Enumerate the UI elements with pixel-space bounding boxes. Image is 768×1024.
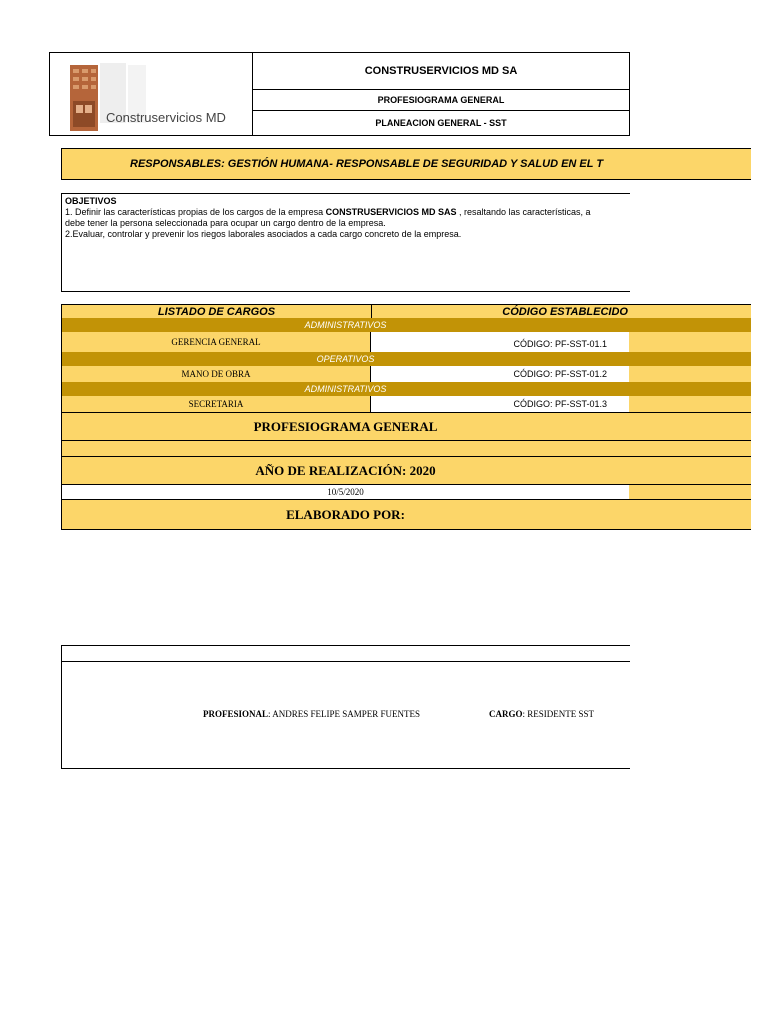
objetivo-2: 2.Evaluar, controlar y prevenir los riegos laborales asociados a cada cargo concreto de la empresa.	[65, 229, 462, 239]
cargo-value: : RESIDENTE SST	[522, 709, 595, 719]
profesional-label: PROFESIONAL	[203, 709, 269, 719]
codigo-cell	[371, 332, 629, 352]
group-label: ADMINISTRATIVOS	[61, 382, 751, 396]
objetivo-1-cont: debe tener la persona seleccionada para ocupar un cargo dentro de la empresa.	[65, 218, 386, 228]
profesiograma-title: PROFESIOGRAMA GENERAL	[61, 412, 751, 440]
cargo-cell: GERENCIA GENERAL	[61, 332, 371, 352]
responsables-banner: RESPONSABLES: GESTIÓN HUMANA- RESPONSABLE DE SEGURIDAD Y SALUD EN EL T	[61, 148, 751, 180]
objetivos-box	[61, 193, 630, 292]
company-name-inline: CONSTRUSERVICIOS MD SAS	[325, 207, 457, 217]
row-fill	[629, 396, 751, 412]
objetivos-heading: OBJETIVOS	[65, 196, 117, 206]
profesional-value: : ANDRES FELIPE SAMPER FUENTES	[268, 709, 421, 719]
row-fill	[629, 366, 751, 382]
col-header-codigo: CÓDIGO ESTABLECIDO	[502, 306, 628, 318]
company-logo-icon	[68, 57, 228, 137]
codigo-cell	[371, 366, 629, 382]
objetivo-1-text: 1. Definir las características propias de los cargos de la empresa	[65, 207, 326, 217]
logo-text: Construservicios MD	[106, 110, 226, 125]
profesional-line	[203, 709, 420, 719]
cargo-line	[489, 709, 594, 719]
cargo-cell: MANO DE OBRA	[61, 366, 371, 382]
codigo-text: CÓDIGO: PF-SST-01.2	[513, 369, 607, 379]
cargo-label: CARGO	[489, 709, 523, 719]
cargo-cell: SECRETARIA	[61, 396, 371, 412]
company-logo-box	[49, 52, 252, 136]
row-fill	[629, 484, 751, 499]
company-name: CONSTRUSERVICIOS MD SA	[253, 53, 629, 90]
elaborado-por: ELABORADO POR:	[61, 499, 751, 530]
group-label: OPERATIVOS	[61, 352, 751, 366]
table-header-row	[61, 304, 751, 318]
row-fill	[629, 332, 751, 352]
objetivo-1	[65, 207, 627, 218]
signature-box	[61, 645, 630, 769]
signature-divider	[62, 661, 630, 662]
year-label: AÑO DE REALIZACIÓN: 2020	[61, 456, 751, 484]
group-label: ADMINISTRATIVOS	[61, 318, 751, 332]
document-title: PROFESIOGRAMA GENERAL	[253, 90, 629, 111]
spacer-row	[61, 440, 751, 456]
codigo-text: CÓDIGO: PF-SST-01.1	[513, 339, 607, 349]
col-header-cargos: LISTADO DE CARGOS	[62, 305, 372, 319]
objetivo-1-tail: , resaltando las características, a	[456, 207, 591, 217]
codigo-text: CÓDIGO: PF-SST-01.3	[513, 399, 607, 409]
document-subtitle: PLANEACION GENERAL - SST	[375, 118, 507, 128]
header-title-block	[252, 52, 630, 136]
cargos-table	[61, 304, 751, 530]
codigo-cell	[371, 396, 629, 412]
realization-date: 10/5/2020	[61, 484, 629, 499]
